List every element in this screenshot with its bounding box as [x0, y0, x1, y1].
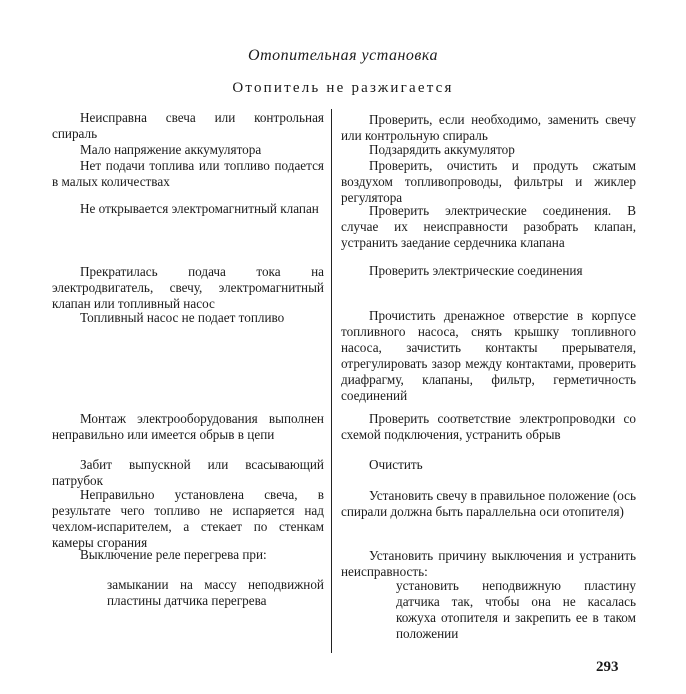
remedy-item: Проверить электрические соединения. В случае их неисправности разобрать клапан, устранить заедание сердечника клапана — [341, 203, 636, 250]
fault-item: Неисправна свеча или контрольная спираль — [52, 110, 324, 141]
remedy-item: Очистить — [369, 457, 423, 472]
fault-item: Не открывается электромагнитный клапан — [80, 201, 319, 216]
fault-item: Выключение реле перегрева при: — [80, 547, 267, 562]
fault-item: Прекратилась подача тока на электродвигатель, свечу, электромагнитный клапан или топливный насос — [52, 264, 324, 311]
subsection-title: Отопитель не разжигается — [232, 80, 454, 96]
fault-item: Мало напряжение аккумулятора — [80, 142, 262, 157]
remedy-item: Прочистить дренажное отверстие в корпусе топливного насоса, снять крышку топливного насоса, зачистить контакты прерывателя, отрегулировать зазор между контактами, проверить диафрагму, клапаны, фильтр, герметичность соединений — [341, 308, 636, 403]
remedy-item: Проверить соответствие электропроводки со схемой подключения, устранить обрыв — [341, 411, 636, 442]
fault-item: Монтаж электрооборудования выполнен неправильно или имеется обрыв в цепи — [52, 411, 324, 442]
section-title: Отопительная установка — [248, 47, 438, 64]
remedy-item: Проверить электрические соединения — [369, 263, 583, 278]
remedy-item: Проверить, очистить и продуть сжатым воздухом топливопроводы, фильтры и жиклер регулятора — [341, 158, 636, 205]
fault-subitem: замыкании на массу неподвижной пластины датчика перегрева — [107, 577, 324, 608]
fault-item: Топливный насос не подает топливо — [80, 310, 285, 325]
page-number: 293 — [596, 659, 619, 675]
fault-item: Нет подачи топлива или топливо подается в малых количествах — [52, 158, 324, 189]
remedy-item: Подзарядить аккумулятор — [369, 142, 515, 157]
remedy-subitem: установить неподвижную пластину датчика так, чтобы она не касалась кожуха отопителя и закрепить ее в таком положении — [396, 578, 636, 641]
fault-item: Забит выпускной или всасывающий патрубок — [52, 457, 324, 488]
remedy-item: Проверить, если необходимо, заменить свечу или контрольную спираль — [341, 112, 636, 143]
fault-item: Неправильно установлена свеча, в результате чего топливо не испаряется над чехлом-испарителем, а стекает по стенкам камеры сгорания — [52, 487, 324, 550]
remedy-item: Установить свечу в правильное положение (ось спирали должна быть параллельна оси отопителя) — [341, 488, 636, 519]
column-divider — [331, 109, 332, 653]
remedy-item: Установить причину выключения и устранить неисправность: — [341, 548, 636, 579]
